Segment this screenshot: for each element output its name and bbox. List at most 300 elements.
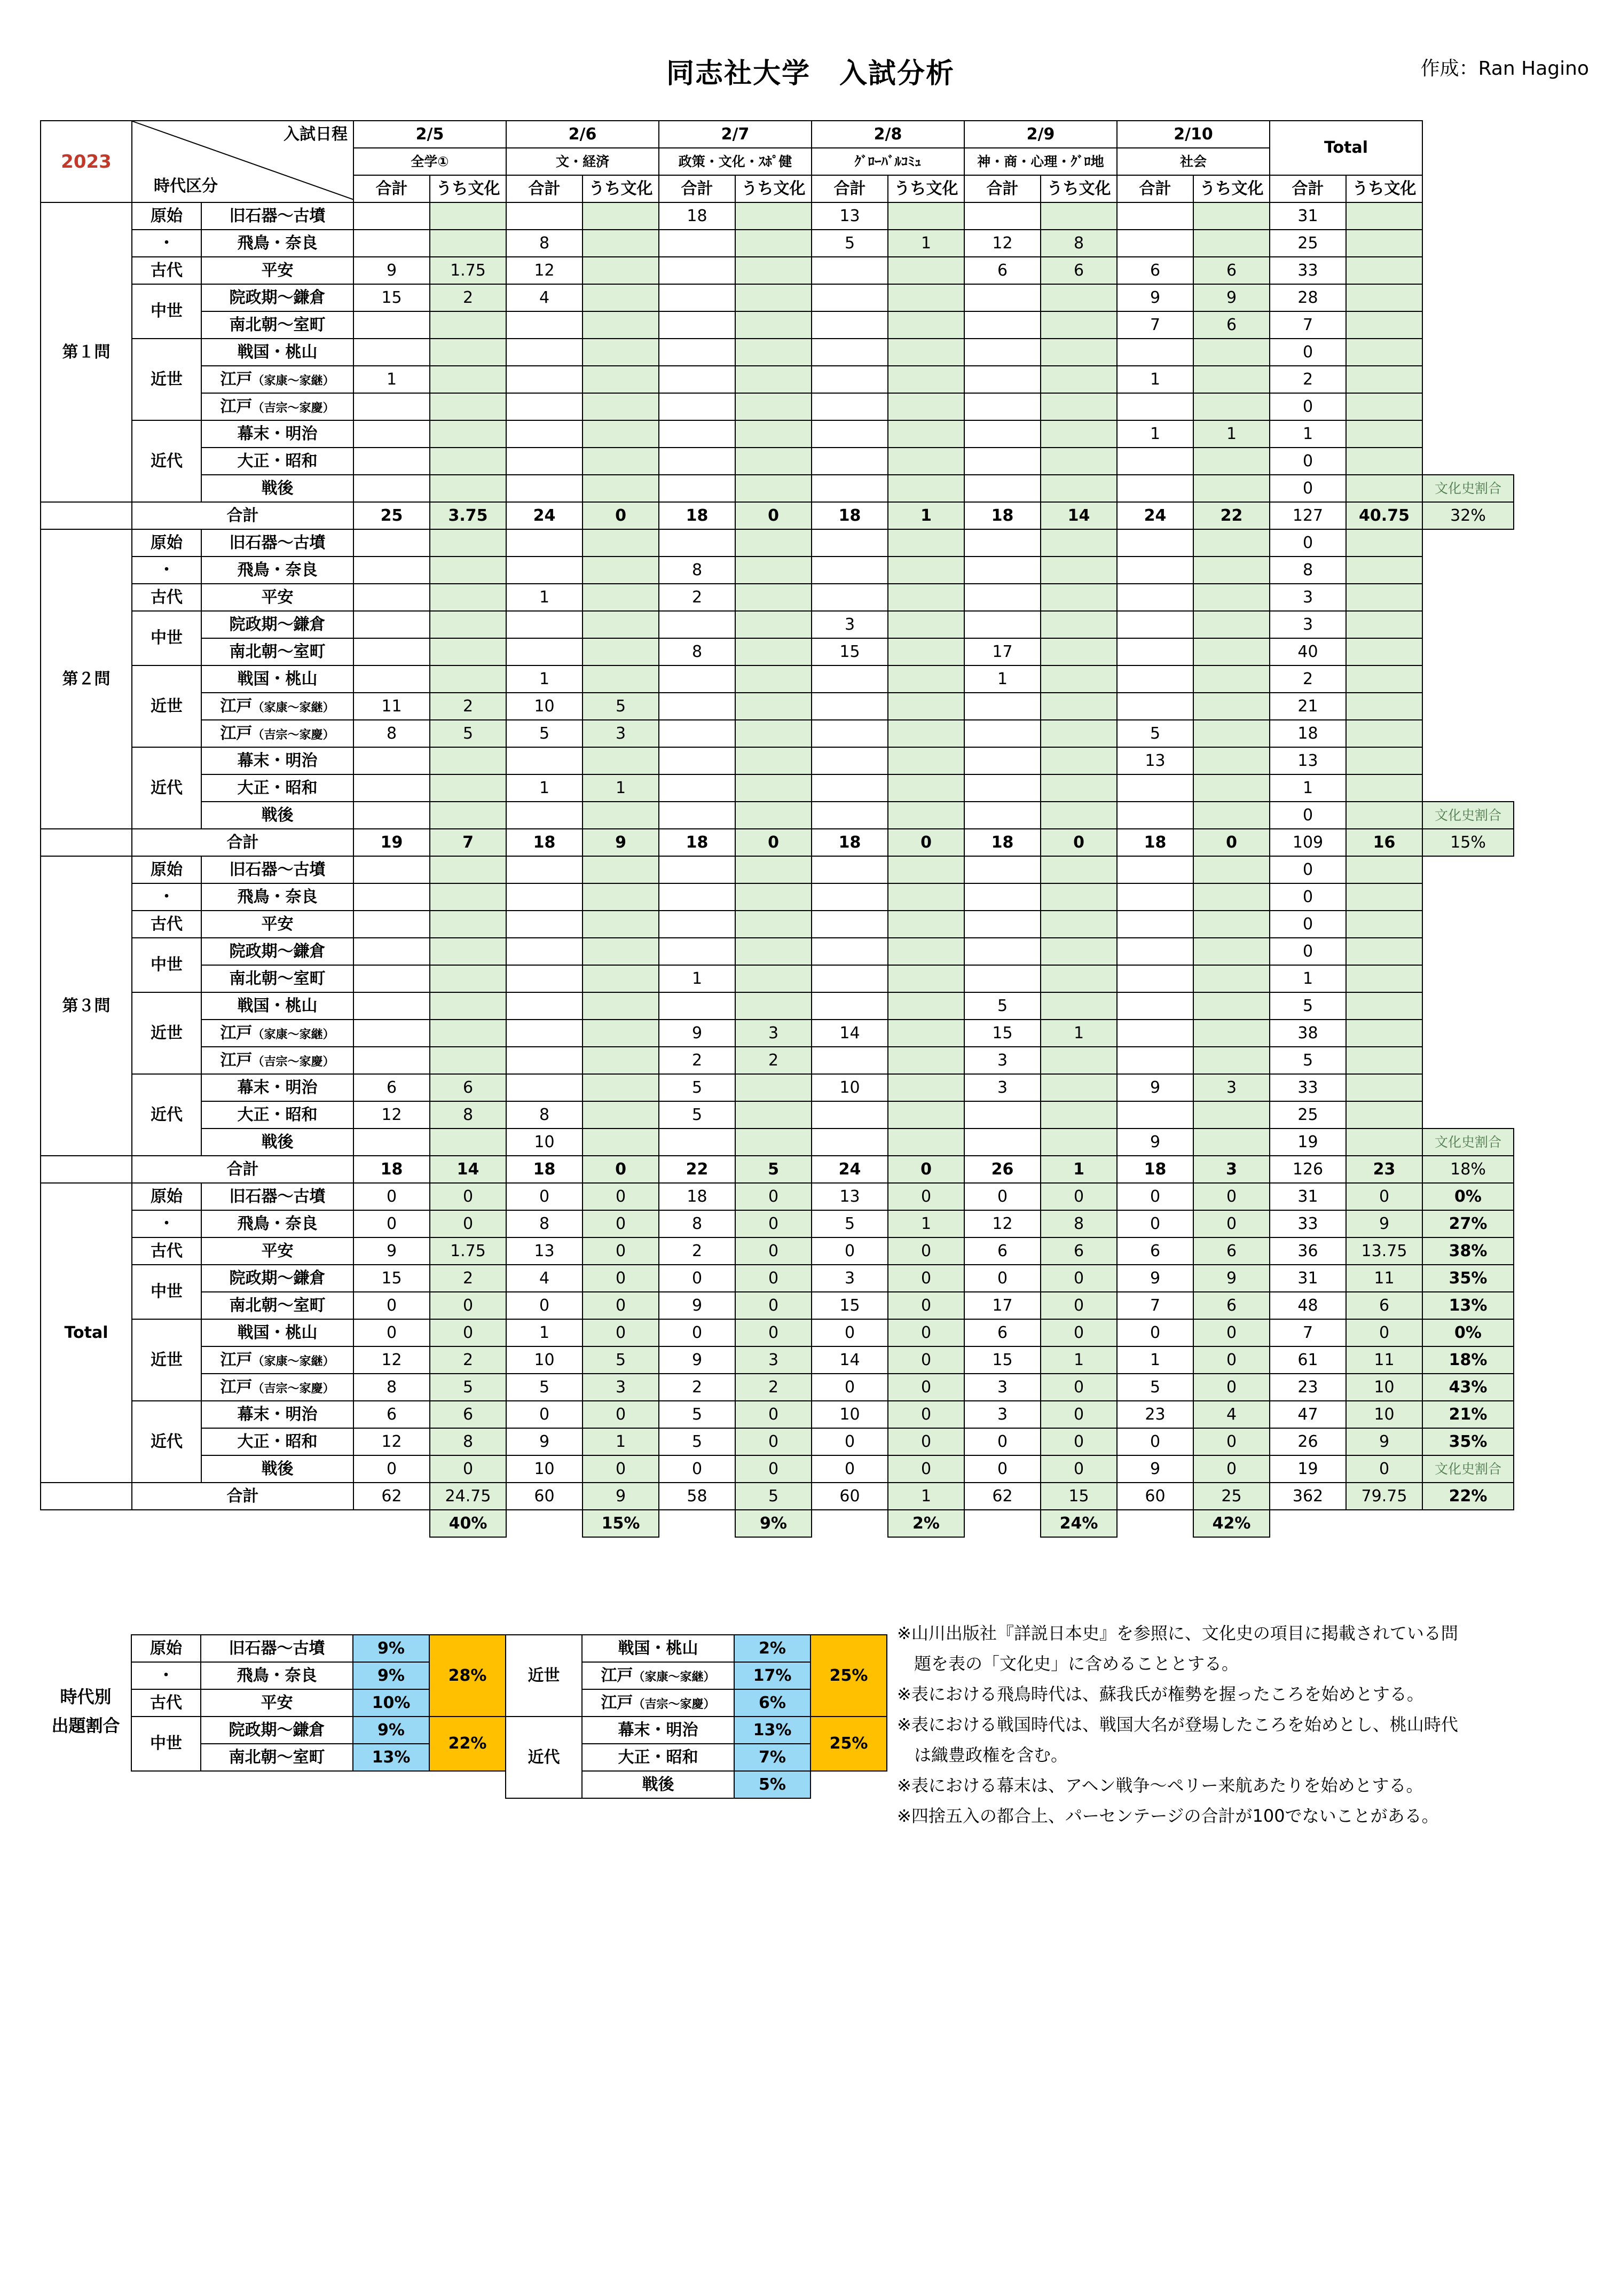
era-culture-pct: 27% (1422, 1210, 1514, 1237)
value-cell (735, 230, 812, 257)
era-pct: 17% (734, 1662, 810, 1689)
value-cell (430, 938, 506, 965)
value-cell (659, 311, 735, 339)
table-row (41, 802, 1514, 829)
value-cell: 0 (1270, 475, 1346, 502)
era-name: 江戸 (220, 1023, 253, 1043)
era-name: 平安 (261, 261, 294, 280)
section-label: 第３問 (41, 856, 132, 1156)
value-cell: 0 (353, 1210, 430, 1237)
blank-cell (1422, 366, 1514, 393)
value-cell (735, 856, 812, 883)
value-cell: 5 (1117, 720, 1193, 747)
value-cell (506, 311, 583, 339)
value-cell (583, 611, 659, 638)
value-cell: 2 (1270, 665, 1346, 693)
era-pct: 10% (353, 1689, 429, 1717)
value-cell (1041, 638, 1117, 665)
value-cell: 0 (735, 1183, 812, 1210)
value-cell (1346, 366, 1422, 393)
section-total-row (41, 502, 1514, 529)
era-group-label: ・ (131, 1662, 201, 1689)
era-sub: （家康～家継） (252, 701, 335, 715)
blank-cell (1422, 638, 1514, 665)
value-cell (583, 992, 659, 1020)
era-name: 江戸 (220, 696, 253, 716)
date-header: 2/5 (353, 121, 506, 148)
value-cell: 0 (1270, 938, 1346, 965)
value-cell: 6 (430, 1074, 506, 1101)
value-cell: 1 (583, 1428, 659, 1455)
value-cell (659, 693, 735, 720)
value-cell: 3 (583, 1374, 659, 1401)
value-cell (812, 693, 888, 720)
value-cell: 0 (735, 1428, 812, 1455)
blank-cell (1117, 1510, 1193, 1537)
value-cell: 5 (506, 1374, 583, 1401)
value-cell (353, 230, 430, 257)
era-group-label: 原始 (132, 202, 201, 230)
section-total-label: 合計 (132, 829, 353, 856)
era-group-label: ・ (132, 230, 201, 257)
value-cell (430, 911, 506, 938)
value-cell (659, 339, 735, 366)
dept-culture-pct: 24% (1041, 1510, 1117, 1537)
value-cell (430, 339, 506, 366)
blank-cell (1422, 284, 1514, 311)
table-row (41, 366, 1514, 393)
value-cell (506, 557, 583, 584)
blank-cell (1422, 720, 1514, 747)
value-cell (583, 339, 659, 366)
value-cell (735, 883, 812, 911)
value-cell (1193, 992, 1270, 1020)
value-cell (506, 393, 583, 420)
value-cell: 0 (1270, 393, 1346, 420)
table-row (41, 1319, 1514, 1346)
era-name: 幕末・明治 (237, 1405, 318, 1424)
era-group-label: ・ (132, 557, 201, 584)
value-cell: 10 (506, 1455, 583, 1483)
value-cell: 9 (1117, 1129, 1193, 1156)
value-cell (735, 638, 812, 665)
value-cell (430, 584, 506, 611)
era-label (201, 856, 353, 883)
value-cell: 3 (735, 1346, 812, 1374)
blank-cell (812, 1510, 888, 1537)
value-cell (506, 420, 583, 448)
value-cell: 31 (1270, 1265, 1346, 1292)
value-cell (735, 693, 812, 720)
value-cell: 2 (735, 1047, 812, 1074)
value-cell (735, 393, 812, 420)
value-cell: 9 (1117, 284, 1193, 311)
value-cell: 0 (506, 1183, 583, 1210)
value-cell (353, 1047, 430, 1074)
culture-ratio-label: 文化史割合 (1422, 802, 1514, 829)
value-cell (583, 393, 659, 420)
value-cell: 0 (430, 1183, 506, 1210)
value-cell (888, 938, 964, 965)
era-name: 江戸 (601, 1666, 633, 1685)
value-cell: 15 (812, 638, 888, 665)
table-row (41, 202, 1514, 230)
footnote-line: は織豊政権を含む。 (897, 1745, 1068, 1765)
value-cell (812, 584, 888, 611)
value-cell: 0 (430, 1292, 506, 1319)
value-cell (583, 257, 659, 284)
era-label (582, 1771, 734, 1798)
value-cell (353, 611, 430, 638)
blank-cell (1422, 1101, 1514, 1129)
value-cell: 10 (812, 1401, 888, 1428)
value-cell (1193, 638, 1270, 665)
date-header: 2/10 (1117, 121, 1270, 148)
era-sub: （吉宗～家慶） (252, 401, 335, 415)
value-cell (964, 475, 1041, 502)
section-total-label: 合計 (132, 1483, 353, 1510)
value-cell (1041, 448, 1117, 475)
value-cell: 6 (1117, 257, 1193, 284)
value-cell (812, 393, 888, 420)
value-cell (1117, 557, 1193, 584)
value-cell: 0 (735, 1210, 812, 1237)
value-cell (964, 448, 1041, 475)
value-cell: 2 (659, 1237, 735, 1265)
era-label (201, 883, 353, 911)
era-group-label: 近代 (132, 747, 201, 829)
sum-col-header: 合計 (659, 175, 735, 202)
sum-col-header: 合計 (506, 175, 583, 202)
value-cell (506, 965, 583, 992)
value-cell (583, 802, 659, 829)
value-cell: 6 (353, 1401, 430, 1428)
value-cell (353, 557, 430, 584)
header-row (41, 121, 1514, 148)
value-cell (506, 992, 583, 1020)
value-cell (583, 202, 659, 230)
ratio-row (131, 1717, 887, 1744)
value-cell (964, 339, 1041, 366)
value-cell (353, 747, 430, 774)
value-cell (659, 420, 735, 448)
value-cell (812, 992, 888, 1020)
era-group-label: 近代 (132, 1074, 201, 1156)
value-cell (1117, 475, 1193, 502)
value-cell (1117, 911, 1193, 938)
table-row (41, 665, 1514, 693)
section-total-row (41, 829, 1514, 856)
footnote-line: ※四捨五入の都合上、パーセンテージの合計が100でないことがある。 (897, 1806, 1439, 1826)
value-cell: 19 (1270, 1129, 1346, 1156)
value-cell (353, 938, 430, 965)
value-cell: 0 (735, 1237, 812, 1265)
value-cell (964, 965, 1041, 992)
value-cell: 10 (506, 693, 583, 720)
era-pct: 5% (734, 1771, 810, 1798)
era-label (201, 1237, 353, 1265)
section-total-value: 0 (1193, 829, 1270, 856)
value-cell: 0 (964, 1183, 1041, 1210)
value-cell: 21 (1270, 693, 1346, 720)
section-total-value: 0 (888, 829, 964, 856)
value-cell (430, 420, 506, 448)
table-row (41, 883, 1514, 911)
value-cell: 6 (1193, 1237, 1270, 1265)
value-cell: 0 (430, 1319, 506, 1346)
value-cell (888, 911, 964, 938)
value-cell (1041, 339, 1117, 366)
value-cell: 5 (583, 693, 659, 720)
value-cell: 15 (812, 1292, 888, 1319)
value-cell: 14 (812, 1346, 888, 1374)
era-name: 飛鳥・奈良 (237, 560, 318, 579)
value-cell (1346, 230, 1422, 257)
value-cell (353, 856, 430, 883)
era-name: 幕末・明治 (237, 424, 318, 443)
section-total-value: 126 (1270, 1156, 1346, 1183)
section-total-value: 0 (888, 1156, 964, 1183)
section-total-value: 14 (1041, 502, 1117, 529)
era-name: 大正・昭和 (237, 778, 318, 797)
value-cell (735, 1129, 812, 1156)
era-group-label: 近世 (506, 1635, 582, 1717)
value-cell (430, 747, 506, 774)
value-cell (812, 475, 888, 502)
value-cell: 3 (812, 611, 888, 638)
value-cell: 0 (506, 1401, 583, 1428)
value-cell (1117, 693, 1193, 720)
value-cell (888, 1047, 964, 1074)
value-cell: 23 (1270, 1374, 1346, 1401)
value-cell (812, 911, 888, 938)
value-cell: 1 (1041, 1346, 1117, 1374)
value-cell (1193, 475, 1270, 502)
section-culture-pct: 18% (1422, 1156, 1514, 1183)
era-label (201, 693, 353, 720)
value-cell (964, 611, 1041, 638)
value-cell (659, 611, 735, 638)
group-pct: 25% (810, 1635, 887, 1717)
value-cell: 0 (1193, 1183, 1270, 1210)
blank-cell (659, 1510, 735, 1537)
value-cell: 5 (812, 1210, 888, 1237)
value-cell (888, 774, 964, 802)
value-cell (430, 665, 506, 693)
era-sub: （吉宗～家慶） (252, 1382, 335, 1396)
value-cell (1346, 1047, 1422, 1074)
value-cell (353, 311, 430, 339)
value-cell: 2 (430, 1346, 506, 1374)
era-group-label: 原始 (132, 529, 201, 557)
value-cell (659, 475, 735, 502)
blank-cell (1422, 665, 1514, 693)
value-cell (659, 747, 735, 774)
value-cell (1041, 693, 1117, 720)
era-group-label: 古代 (131, 1689, 201, 1717)
sum-col-header: 合計 (1117, 175, 1193, 202)
blank-cell (1422, 202, 1514, 230)
era-label (201, 938, 353, 965)
value-cell (964, 802, 1041, 829)
section-total-label: 合計 (132, 1156, 353, 1183)
value-cell (1041, 284, 1117, 311)
value-cell (506, 202, 583, 230)
blank-cell (1422, 965, 1514, 992)
era-name: 江戸 (601, 1693, 633, 1712)
value-cell: 7 (1270, 1319, 1346, 1346)
era-label (201, 393, 353, 420)
value-cell: 0 (1041, 1374, 1117, 1401)
section-total-value: 22 (659, 1156, 735, 1183)
era-group-label: 古代 (132, 257, 201, 284)
value-cell: 0 (1041, 1401, 1117, 1428)
era-pct: 9% (353, 1717, 429, 1744)
value-cell (964, 393, 1041, 420)
era-name: 南北朝～室町 (229, 642, 326, 661)
value-cell (812, 965, 888, 992)
era-ratio-label (40, 1682, 131, 1740)
value-cell (1117, 965, 1193, 992)
era-pct: 9% (353, 1662, 429, 1689)
era-label (201, 774, 353, 802)
value-cell: 4 (506, 1265, 583, 1292)
era-label (201, 366, 353, 393)
value-cell: 0 (964, 1455, 1041, 1483)
value-cell (1041, 1101, 1117, 1129)
value-cell: 33 (1270, 257, 1346, 284)
value-cell (506, 366, 583, 393)
era-culture-pct: 35% (1422, 1428, 1514, 1455)
value-cell (888, 1020, 964, 1047)
era-name: 旧石器～古墳 (229, 533, 326, 552)
era-name: 南北朝～室町 (229, 969, 326, 988)
section-total-value: 109 (1270, 829, 1346, 856)
value-cell (1193, 1129, 1270, 1156)
value-cell (964, 202, 1041, 230)
blank-cell (201, 1771, 353, 1798)
value-cell (1041, 774, 1117, 802)
year-label: 2023 (41, 121, 132, 202)
value-cell: 0 (812, 1428, 888, 1455)
dept-header: 文・経済 (506, 148, 659, 175)
value-cell: 13 (812, 202, 888, 230)
value-cell (964, 529, 1041, 557)
value-cell (812, 720, 888, 747)
total-header: Total (1270, 121, 1422, 175)
value-cell (888, 992, 964, 1020)
value-cell (964, 366, 1041, 393)
value-cell (430, 366, 506, 393)
value-cell (735, 257, 812, 284)
value-cell (735, 339, 812, 366)
value-cell: 0 (888, 1346, 964, 1374)
value-cell: 0 (812, 1455, 888, 1483)
value-cell: 8 (430, 1101, 506, 1129)
value-cell (888, 475, 964, 502)
era-label (582, 1744, 734, 1771)
value-cell (1117, 802, 1193, 829)
value-cell: 4 (506, 284, 583, 311)
value-cell (888, 366, 964, 393)
table-row (41, 1129, 1514, 1156)
value-cell (964, 911, 1041, 938)
era-label (201, 202, 353, 230)
dept-culture-pct: 42% (1193, 1510, 1270, 1537)
value-cell: 9 (506, 1428, 583, 1455)
value-cell (735, 802, 812, 829)
value-cell (1346, 1101, 1422, 1129)
value-cell: 8 (506, 230, 583, 257)
era-group-label: 原始 (132, 1183, 201, 1210)
value-cell (888, 611, 964, 638)
blank-cell (1422, 992, 1514, 1020)
era-label (201, 311, 353, 339)
culture-col-header: うち文化 (1193, 175, 1270, 202)
value-cell (1193, 802, 1270, 829)
value-cell (735, 1101, 812, 1129)
value-cell (1346, 774, 1422, 802)
value-cell (353, 339, 430, 366)
value-cell (1193, 1101, 1270, 1129)
value-cell (1041, 611, 1117, 638)
value-cell: 13 (1270, 747, 1346, 774)
value-cell: 0 (1270, 856, 1346, 883)
table-row (41, 638, 1514, 665)
section-total-value: 79.75 (1346, 1483, 1422, 1510)
dept-culture-pct: 2% (888, 1510, 964, 1537)
value-cell (353, 529, 430, 557)
value-cell (353, 802, 430, 829)
era-name: 戦後 (261, 479, 294, 498)
value-cell: 5 (1117, 1374, 1193, 1401)
value-cell: 9 (1346, 1428, 1422, 1455)
era-pct: 2% (734, 1635, 810, 1662)
value-cell: 0 (1270, 339, 1346, 366)
value-cell: 5 (812, 230, 888, 257)
era-label (201, 475, 353, 502)
value-cell: 1 (888, 230, 964, 257)
date-header: 2/8 (812, 121, 964, 148)
table-row (41, 774, 1514, 802)
value-cell: 0 (659, 1265, 735, 1292)
era-name: 平安 (261, 1241, 294, 1260)
value-cell (1041, 366, 1117, 393)
era-culture-pct: 43% (1422, 1374, 1514, 1401)
value-cell (1346, 529, 1422, 557)
section-label: Total (41, 1183, 132, 1483)
value-cell (583, 584, 659, 611)
value-cell (964, 420, 1041, 448)
value-cell: 2 (659, 1047, 735, 1074)
value-cell (1346, 883, 1422, 911)
value-cell (659, 230, 735, 257)
value-cell (1346, 475, 1422, 502)
value-cell: 5 (430, 1374, 506, 1401)
era-name: 院政期～鎌倉 (229, 1268, 326, 1288)
value-cell (1346, 557, 1422, 584)
blank-cell (1422, 856, 1514, 883)
value-cell (1346, 202, 1422, 230)
value-cell (430, 202, 506, 230)
value-cell (506, 638, 583, 665)
value-cell (1041, 665, 1117, 693)
era-name: 戦国・桃山 (237, 669, 318, 688)
table-row (41, 965, 1514, 992)
value-cell (659, 393, 735, 420)
value-cell (506, 448, 583, 475)
value-cell: 18 (1270, 720, 1346, 747)
